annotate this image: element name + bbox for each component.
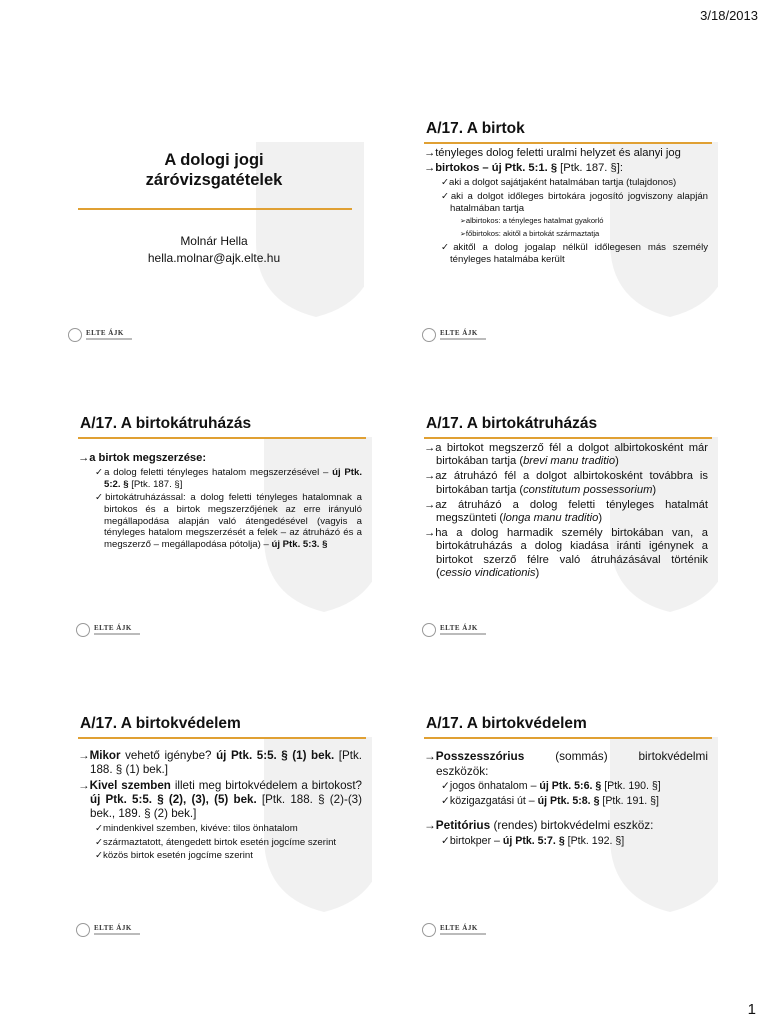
deck-title: A dologi jogi záróvizsgatételek bbox=[145, 151, 283, 189]
slide-birtokvedelem-2 bbox=[418, 715, 718, 943]
bullet-birtokos: → birtokos – új Ptk. 5:1. § [Ptk. 187. §]: bbox=[424, 162, 708, 175]
bullet-constitutum: → az átruházó fél a dolgot albirtokosként továbbra is birtokában tartja (constitutum possessorium) bbox=[424, 470, 708, 496]
author-email: hella.molnar@ajk.elte.hu bbox=[147, 251, 281, 265]
elte-ajk-logo: ELTE ÁJK bbox=[422, 921, 494, 943]
bullet-brevi-manu: → a birtokot megszerző fél a dolgot albirtokosként már birtokában tartja (brevi manu traditio) bbox=[424, 442, 708, 468]
slide-birtokatruhazas-2 bbox=[418, 415, 718, 643]
elte-ajk-logo: ELTE ÁJK bbox=[422, 326, 494, 348]
bullet-when: → Mikor vehető igénybe? új Ptk. 5:5. § (1) bek. [Ptk. 188. § (1) bek.] bbox=[78, 749, 362, 777]
elte-ajk-logo: ELTE ÁJK bbox=[68, 326, 140, 348]
bullet-longa-manu: → az átruházó a dolog feletti tényleges hatalmát megszünteti (longa manu traditio) bbox=[424, 499, 708, 525]
slide-title: A/17. A birtok bbox=[426, 120, 525, 137]
title-rule bbox=[424, 437, 712, 439]
elte-ajk-logo: ELTE ÁJK bbox=[76, 921, 148, 943]
sub-bullet-actual-power: ✓ a dolog feletti tényleges hatalom megszerzésével – új Ptk. 5:2. § [Ptk. 187. §] bbox=[78, 467, 362, 490]
bullet-possessory: → Posszesszórius (sommás) birtokvédelmi eszközök: bbox=[424, 749, 708, 778]
title-rule bbox=[78, 437, 366, 439]
title-rule bbox=[78, 208, 352, 210]
elte-ajk-logo: ELTE ÁJK bbox=[76, 621, 148, 643]
bullet-acquisition: → a birtok megszerzése: bbox=[78, 452, 362, 465]
slide-title: A/17. A birtokvédelem bbox=[80, 715, 241, 732]
slide-birtok bbox=[418, 120, 718, 348]
sub-sub-bullet-fobirtokos: ➢ főbirtokos: akitől a birtokát származtatja bbox=[424, 229, 708, 240]
title-rule bbox=[78, 737, 366, 739]
sub-bullet-owner: ✓ aki a dolgot sajátjaként hatalmában tartja (tulajdonos) bbox=[424, 177, 708, 189]
sub-bullet-everyone: ✓ mindenkivel szemben, kivéve: tilos önhatalom bbox=[78, 823, 362, 835]
bullet-definition: → tényleges dolog feletti uralmi helyzet és alanyi jog bbox=[424, 147, 708, 160]
slide-title: A/17. A birtokátruházás bbox=[80, 415, 252, 432]
author-name: Molnár Hella bbox=[180, 234, 248, 248]
slide-birtokatruhazas-1 bbox=[72, 415, 372, 643]
bullet-cessio: → ha a dolog harmadik személy birtokában van, a birtokátruházás a dolog kiadása iránti igénynek a birtokot szerző félre való átruházásával történik (cessio vindicationis) bbox=[424, 527, 708, 580]
slide-title: A/17. A birtokvédelem bbox=[426, 715, 587, 732]
sub-sub-bullet-albirtokos: ➢ albirtokos: a tényleges hatalmat gyakorló bbox=[424, 216, 708, 227]
slide-birtokvedelem-1 bbox=[72, 715, 372, 943]
sub-bullet-administrative: ✓ közigazgatási út – új Ptk. 5:8. § [Ptk. 191. §] bbox=[424, 795, 708, 808]
sub-bullet-transfer: ✓ birtokátruházással: a dolog feletti tényleges hatalomnak a birtokos és a birtok megszerzőjének az erre irányuló megállapodása alapján való átengedésével (vagyis a tényleges hatalom megszerzését a felek – az átruházó és a megszerző – megállapodása pótolja) – új Ptk. 5:3. § bbox=[78, 492, 362, 550]
page-number: 1 bbox=[747, 1001, 756, 1018]
sub-bullet-joint: ✓ közös birtok esetén jogcíme szerint bbox=[78, 850, 362, 862]
sub-bullet-derived: ✓ származtatott, átengedett birtok esetén jogcíme szerint bbox=[78, 837, 362, 849]
sub-bullet-without-legal-basis: ✓ akitől a dolog jogalap nélkül időlegesen más személy tényleges hatalmába került bbox=[424, 242, 708, 265]
bullet-against-whom: → Kivel szemben illeti meg birtokvédelem a birtokost? új Ptk. 5:5. § (2), (3), (5) bek. [Ptk. 188. § (2)-(3) bek., 189. § (2) bek.] bbox=[78, 779, 362, 821]
sub-bullet-self-help: ✓ jogos önhatalom – új Ptk. 5:6. § [Ptk. 190. §] bbox=[424, 780, 708, 793]
elte-ajk-logo: ELTE ÁJK bbox=[422, 621, 494, 643]
bullet-petitory: → Petitórius (rendes) birtokvédelmi eszköz: bbox=[424, 818, 708, 833]
header-date: 3/18/2013 bbox=[700, 8, 758, 23]
slide-title bbox=[64, 120, 364, 348]
title-rule bbox=[424, 737, 712, 739]
sub-bullet-possession-lawsuit: ✓ birtokper – új Ptk. 5:7. § [Ptk. 192. §] bbox=[424, 835, 708, 848]
slide-title: A/17. A birtokátruházás bbox=[426, 415, 598, 432]
sub-bullet-temporary: ✓ aki a dolgot időleges birtokára jogosító jogviszony alapján hatalmában tartja bbox=[424, 191, 708, 214]
title-rule bbox=[424, 142, 712, 144]
